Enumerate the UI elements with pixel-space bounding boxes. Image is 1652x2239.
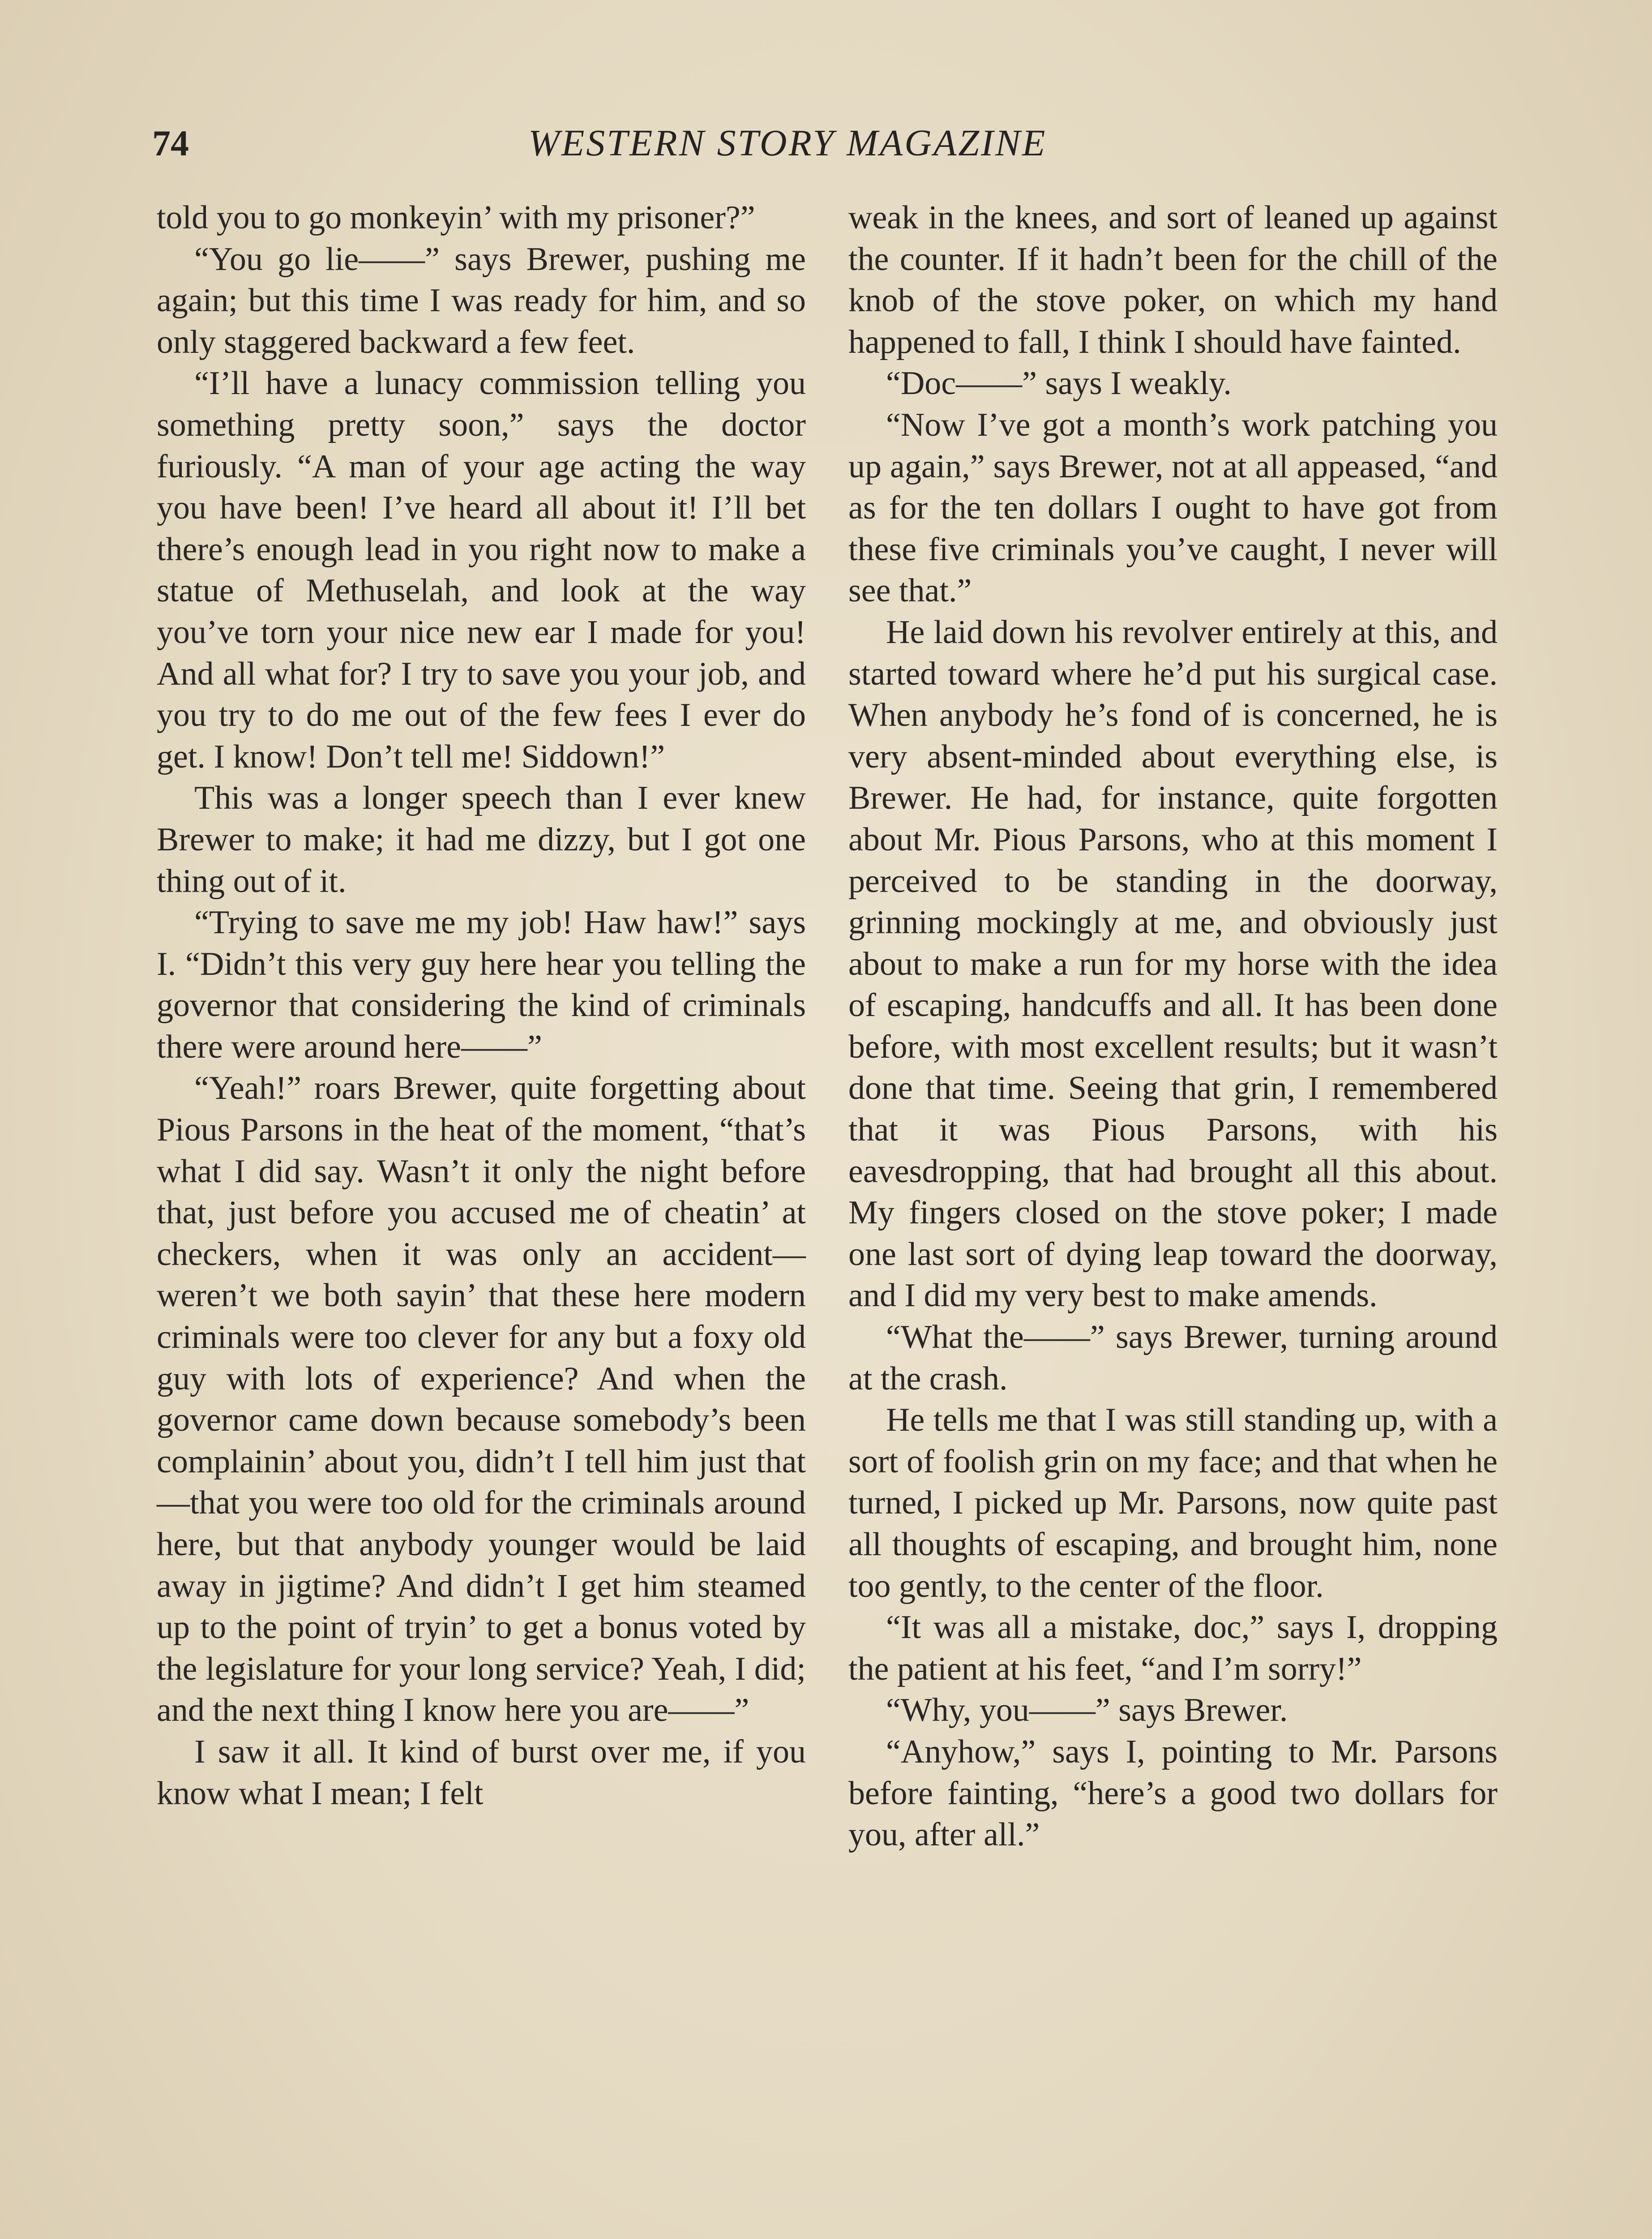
paragraph: “Trying to save me my job! Haw haw!” says I. “Didn’t this very guy here hear you telling the governor that considering the kind of criminals there were around here——” (157, 904, 806, 1065)
right-text-column (848, 197, 1498, 1856)
paragraph: “What the——” says Brewer, turning around at the crash. (848, 1319, 1498, 1397)
paragraph: told you to go monkeyin’ with my prisoner?” (157, 199, 755, 236)
paragraph: “Doc——” says I weakly. (886, 365, 1232, 402)
paragraph: I saw it all. It kind of burst over me, if you know what I mean; I felt (157, 1733, 806, 1812)
paragraph: He laid down his revolver entirely at this, and started toward where he’d put his surgical case. When anybody he’s fond of is concerned, he is very absent-minded about everything else, is Brewer. He had, for instance, quite forgotten about Mr. Pious Parsons, who at this moment I perceived to be standing in the doorway, grinning mockingly at me, and obviously just about to make a run for my horse with the idea of escaping, handcuffs and all. It has been done before, with most excellent results; but it wasn’t done that time. Seeing that grin, I remembered that it was Pious Parsons, with his eavesdropping, that had brought all this about. My fingers closed on the stove poker; I made one last sort of dying leap toward the doorway, and I did my very best to make amends. (848, 613, 1498, 1314)
running-title: WESTERN STORY MAGAZINE (528, 122, 1047, 164)
paragraph: “Now I’ve got a month’s work patching you up again,” says Brewer, not at all appeased, “and as for the ten dollars I ought to have got from these five criminals you’ve caught, I never will see that.” (848, 406, 1498, 609)
paragraph: “You go lie——” says Brewer, pushing me again; but this time I was ready for him, and so only staggered backward a few feet. (157, 240, 806, 360)
paragraph: “It was all a mistake, doc,” says I, dropping the patient at his feet, “and I’m sorry!” (848, 1609, 1498, 1687)
paragraph: “Why, you——” says Brewer. (886, 1692, 1288, 1729)
paragraph: He tells me that I was still standing up, with a sort of foolish grin on my face; and that when he turned, I picked up Mr. Parsons, now quite past all thoughts of escaping, and brought him, none too gently, to the center of the floor. (848, 1402, 1498, 1604)
paragraph: “Yeah!” roars Brewer, quite forgetting about Pious Parsons in the heat of the moment, “that’s what I did say. Wasn’t it only the night before that, just before you accused me of cheatin’ at checkers, when it was only an accident—weren’t we both sayin’ that these here modern criminals were too clever for any but a foxy old guy with lots of experience? And when the governor came down because somebody’s been complainin’ about you, didn’t I tell him just that—that you were too old for the criminals around here, but that anybody younger would be laid away in jigtime? And didn’t I get him steamed up to the point of tryin’ to get a bonus voted by the legislature for your long service? Yeah, I did; and the next thing I know here you are——” (157, 1070, 806, 1729)
paragraph: “Anyhow,” says I, pointing to Mr. Parsons before fainting, “here’s a good two dollars for you, after all.” (848, 1733, 1498, 1853)
left-text-column (157, 197, 806, 1814)
paragraph: This was a longer speech than I ever knew Brewer to make; it had me dizzy, but I got one thing out of it. (157, 780, 806, 900)
paragraph: “I’ll have a lunacy commission telling you something pretty soon,” says the doctor furiously. “A man of your age acting the way you have been! I’ve heard all about it! I’ll bet there’s enough lead in you right now to make a statue of Methuselah, and look at the way you’ve torn your nice new ear I made for you! And all what for? I try to save you your job, and you try to do me out of the few fees I ever do get. I know! Don’t tell me! Siddown!” (157, 365, 806, 775)
page-header (152, 116, 1495, 170)
paragraph: weak in the knees, and sort of leaned up against the counter. If it hadn’t been for the chill of the knob of the stove poker, on which my hand happened to fall, I think I should have fainted. (848, 199, 1498, 360)
page-number: 74 (152, 123, 189, 163)
